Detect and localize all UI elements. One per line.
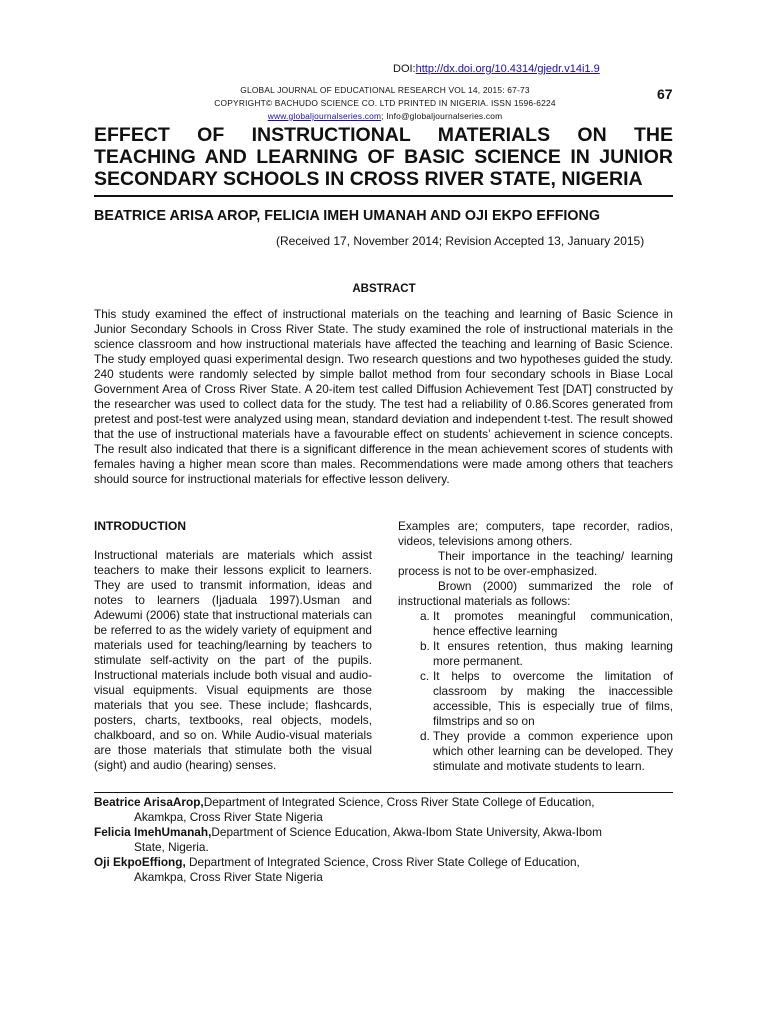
footnote-rule: [94, 792, 673, 793]
website-line: [170, 110, 600, 123]
left-column: [94, 519, 372, 773]
page-number: 67: [657, 86, 673, 102]
list-item-text: They provide a common experience upon which other learning can be developed. They stimulate and motivate students to learn.: [433, 729, 673, 773]
intro-paragraph-2: Examples are; computers, tape recorder, radios, videos, televisions among others.: [398, 519, 673, 548]
list-marker: c.: [420, 669, 430, 683]
list-marker: d.: [420, 729, 430, 743]
list-item: [398, 639, 673, 669]
intro-paragraph-4: Brown (2000) summarized the role of instructional materials as follows:: [398, 579, 673, 608]
email-text: Info@globaljournalseries.com: [386, 111, 503, 121]
list-item: [398, 669, 673, 729]
title-line-1: EFFECT OF INSTRUCTIONAL MATERIALS ON THE: [94, 124, 673, 146]
website-link[interactable]: www.globaljournalseries.com: [267, 111, 382, 121]
received-dates: (Received 17, November 2014; Revision Accepted 13, January 2015): [276, 234, 645, 248]
list-item-text: It helps to overcome the limitation of classroom by making the inaccessible accessible, This is especially true of films, filmstrips and so on: [433, 669, 673, 728]
roles-list: [398, 609, 673, 774]
paper-title: [94, 124, 673, 190]
list-item: [398, 729, 673, 774]
affiliation-continuation: State, Nigeria.: [134, 840, 209, 854]
affiliation-text: Department of Integrated Science, Cross River State College of Education,: [203, 795, 595, 809]
doi-line: [393, 63, 600, 75]
copyright-line: COPYRIGHT© BACHUDO SCIENCE CO. LTD PRINTED IN NIGERIA. ISSN 1596-6224: [214, 98, 556, 108]
list-item: [398, 609, 673, 639]
affiliation-continuation: Akamkpa, Cross River State Nigeria: [134, 810, 323, 824]
list-item-text: It promotes meaningful communication, hence effective learning: [433, 609, 673, 638]
list-marker: a.: [420, 609, 430, 623]
list-marker: b.: [420, 639, 430, 653]
affiliation-name: Felicia ImehUmanah,: [94, 825, 212, 839]
right-column: [398, 519, 673, 774]
affiliation-name: Oji EkpoEffiong,: [94, 855, 186, 869]
doi-link[interactable]: http://dx.doi.org/10.4314/gjedr.v14i1.9: [415, 63, 600, 75]
intro-paragraph-1: Instructional materials are materials which assist teachers to make their lessons explicit to learners. They are used to transmit information, ideas and notes to learners (Ijaduala 1997).Usman and Adewumi (2006) state that instructional materials can be referred to as the widely variety of equipment and materials used for teaching/learning by teachers to stimulate self-activity on the part of the pupils. Instructional materials include both visual and audio-visual equipments. Visual equipments are those materials that you see. These include; flashcards, posters, charts, textbooks, real objects, models, chalkboard, and so on. While Audio-visual materials are those materials that stimulate both the visual (sight) and audio (hearing) senses.: [94, 548, 372, 772]
title-line-3: SECONDARY SCHOOLS IN CROSS RIVER STATE, NIGERIA: [94, 168, 643, 190]
abstract-heading: ABSTRACT: [352, 283, 416, 295]
title-rule: [94, 195, 673, 197]
doi-label: DOI:: [393, 63, 416, 75]
affiliation-continuation: Akamkpa, Cross River State Nigeria: [134, 870, 323, 884]
author-affiliation-2: [94, 825, 673, 855]
affiliation-text: Department of Science Education, Akwa-Ibom State University, Akwa-Ibom: [211, 825, 602, 839]
affiliation-text: Department of Integrated Science, Cross River State College of Education,: [185, 855, 580, 869]
author-affiliation-1: [94, 795, 673, 825]
intro-paragraph-3: Their importance in the teaching/ learning process is not to be over-emphasized.: [398, 549, 673, 578]
author-affiliation-3: [94, 855, 673, 885]
list-item-text: It ensures retention, thus making learning more permanent.: [433, 639, 673, 668]
authors-line: BEATRICE ARISA AROP, FELICIA IMEH UMANAH AND OJI EKPO EFFIONG: [94, 208, 600, 224]
affiliation-name: Beatrice ArisaArop,: [94, 795, 204, 809]
introduction-heading: INTRODUCTION: [94, 519, 186, 533]
journal-line: GLOBAL JOURNAL OF EDUCATIONAL RESEARCH VOL 14, 2015: 67-73: [240, 85, 530, 95]
journal-header: [170, 84, 600, 123]
title-line-2: TEACHING AND LEARNING OF BASIC SCIENCE IN JUNIOR: [94, 146, 673, 168]
abstract-body: This study examined the effect of instructional materials on the teaching and learning of Basic Science in Junior Secondary Schools in Cross River State. The study examined the role of instructional materials in the science classroom and how instructional materials have affected the teaching and learning of Basic Science. The study employed quasi experimental design. Two research questions and two hypotheses guided the study. 240 students were randomly selected by simple ballot method from four secondary schools in Biase Local Government Area of Cross River State. A 20-item test called Diffusion Achievement Test [DAT] constructed by the researcher was used to collect data for the study. The test had a reliability of 0.86.Scores generated from pretest and post-test were analyzed using mean, standard deviation and independent t-test. The result showed that the use of instructional materials have a favourable effect on students’ achievement in science concepts. The result also indicated that there is a significant difference in the mean achievement scores of students with females having a higher mean score than males. Recommendations were made among others that teachers should source for instructional materials for effective lesson delivery.: [94, 307, 673, 486]
header-separator: ;: [381, 111, 387, 121]
